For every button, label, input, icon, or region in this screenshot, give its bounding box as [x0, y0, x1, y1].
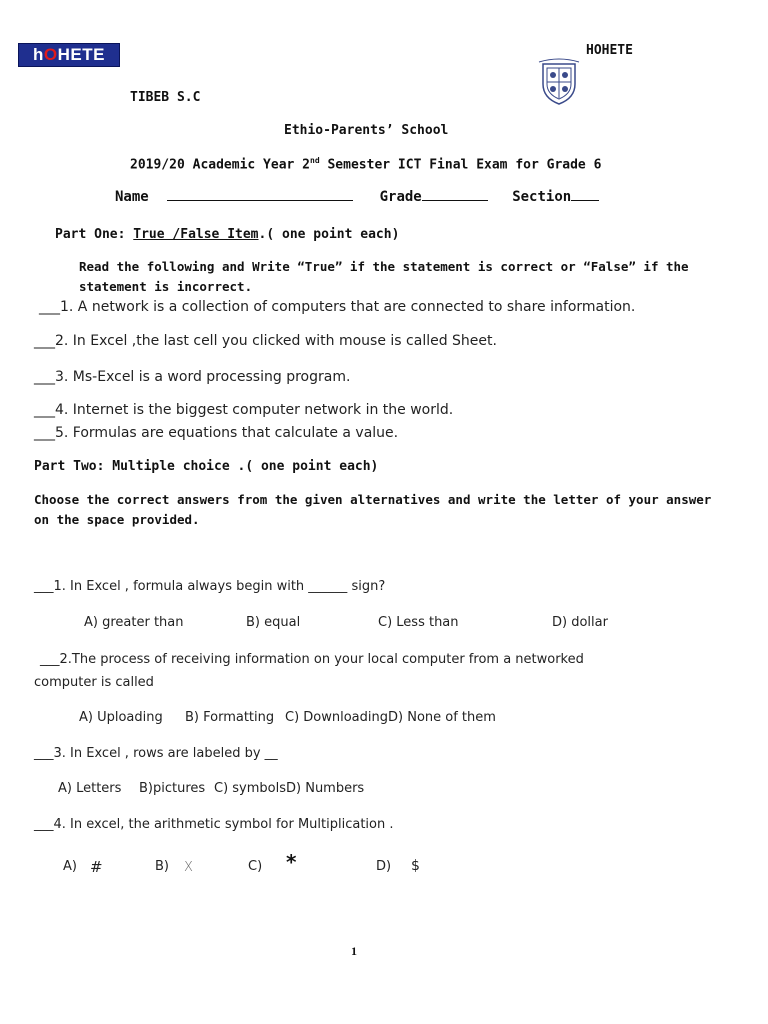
part-two-title: Part Two: Multiple choice .( one point each)	[34, 459, 379, 474]
part-one-title	[55, 227, 399, 242]
q2-option-c: C) Downloading	[285, 710, 389, 725]
q1-option-d: D) dollar	[552, 615, 608, 630]
part-two-instruction-line1: Choose the correct answers from the given alternatives and write the letter of your answer	[34, 492, 712, 507]
q3-option-c: C) symbols	[214, 781, 287, 796]
tf-item-1: ___1. A network is a collection of computers that are connected to share information.	[39, 299, 636, 315]
q3-option-a: A) Letters	[58, 781, 122, 796]
exam-title-pre: 2019/20 Academic Year 2	[130, 157, 311, 173]
q2-option-d: D) None of them	[388, 710, 496, 725]
tf-item-3: ___3. Ms-Excel is a word processing program.	[34, 369, 351, 385]
logo-letter-o: O	[43, 45, 58, 64]
mc-question-3: ___3. In Excel , rows are labeled by __	[34, 746, 278, 761]
q4-option-c-letter: C)	[248, 859, 263, 874]
q1-option-a: A) greater than	[84, 615, 184, 630]
logo-letters-hete: HETE	[57, 45, 105, 64]
tf-item-5: ___5. Formulas are equations that calculate a value.	[34, 425, 399, 441]
school-seal-icon	[537, 58, 581, 106]
q4-option-c-symbol: *	[286, 850, 297, 874]
exam-title-sup: nd	[310, 156, 320, 165]
school-name: Ethio-Parents’ School	[284, 123, 449, 138]
logo-letter-h: h	[33, 45, 44, 64]
q4-option-d-symbol: $	[411, 858, 420, 874]
page-number: 1	[351, 944, 357, 958]
mc-question-4: ___4. In excel, the arithmetic symbol for Multiplication .	[34, 817, 394, 832]
q3-option-d: D) Numbers	[286, 781, 365, 796]
hohete-logo	[18, 43, 120, 67]
q1-option-b: B) equal	[246, 615, 301, 630]
tf-item-2: ___2. In Excel ,the last cell you clicked with mouse is called Sheet.	[34, 333, 497, 349]
mc-question-2-line2: computer is called	[34, 675, 154, 690]
q4-option-b-letter: B)	[155, 859, 169, 874]
name-field[interactable]	[167, 188, 353, 201]
mc-question-2-line1: ___2.The process of receiving information on your local computer from a networked	[40, 652, 584, 667]
q4-option-a-letter: A)	[63, 859, 77, 874]
grade-label: Grade	[379, 189, 422, 205]
q2-option-a: A) Uploading	[79, 710, 163, 725]
part-one-instruction-line1: Read the following and Write “True” if the statement is correct or “False” if the	[79, 259, 689, 274]
section-field[interactable]	[571, 188, 599, 201]
q1-option-c: C) Less than	[378, 615, 459, 630]
q4-option-b-symbol: X	[184, 860, 193, 875]
section-label: Section	[512, 189, 572, 205]
part-two-instruction-line2: on the space provided.	[34, 512, 200, 527]
brand-name: HOHETE	[586, 43, 633, 58]
tf-item-4: ___4. Internet is the biggest computer network in the world.	[34, 402, 454, 418]
q2-option-b: B) Formatting	[185, 710, 275, 725]
q3-option-b: B)pictures	[139, 781, 206, 796]
exam-title	[130, 156, 601, 172]
part-one-title-pre: Part One:	[55, 227, 134, 242]
exam-title-post: Semester ICT Final Exam for Grade 6	[319, 157, 602, 173]
name-label: Name	[115, 189, 149, 205]
grade-field[interactable]	[422, 188, 488, 201]
q4-option-a-symbol: #	[90, 858, 103, 876]
part-one-title-underlined: True /False Item	[133, 227, 259, 242]
company-name: TIBEB S.C	[130, 90, 201, 105]
part-one-title-post: .( one point each)	[258, 227, 400, 242]
mc-question-1: ___1. In Excel , formula always begin with ______ sign?	[34, 579, 386, 594]
q4-option-d-letter: D)	[376, 859, 392, 874]
student-info-line	[115, 188, 599, 205]
part-one-instruction-line2: statement is incorrect.	[79, 279, 253, 294]
